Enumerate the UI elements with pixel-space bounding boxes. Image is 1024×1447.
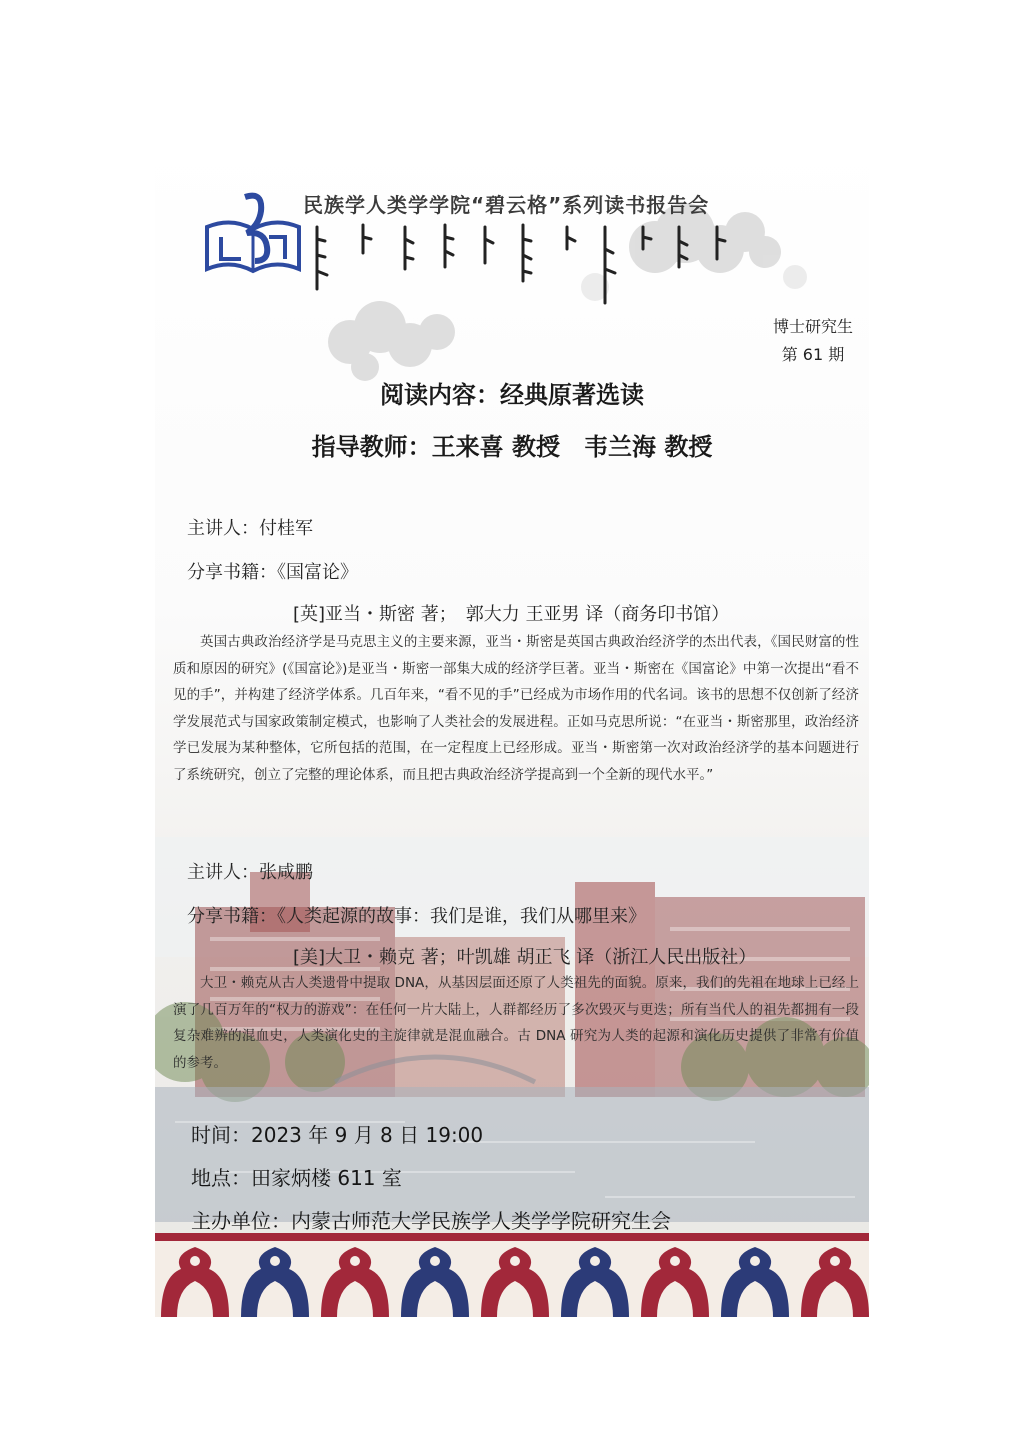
summary-1: 英国古典政治经济学是马克思主义的主要来源，亚当・斯密是英国古典政治经济学的杰出代表，《国民财富的性质和原因的研究》(《国富论》)是亚当・斯密一部集大成的经济学巨著。亚当・斯密在《国富论》中第一次提出“看不见的手”，并构建了经济学体系。几百年来，“看不见的手”已经成为市场作用的代名词。该书的思想不仅创新了经济学发展范式与国家政策制定模式，也影响了人类社会的发展进程。正如马克思所说：“在亚当・斯密那里，政治经济学已发展为某种整体，它所包括的范围，在一定程度上已经形成。亚当・斯密第一次对政治经济学的基本问题进行了系统研究，创立了完整的理论体系，而且把古典政治经济学提高到一个全新的现代水平。”: [173, 634, 859, 783]
book-1: 分享书籍：《国富论》: [187, 562, 358, 583]
citation-2: [美]大卫・赖克 著；叶凯雄 胡正飞 译（浙江人民出版社）: [293, 947, 757, 968]
reading-content: 阅读内容：经典原著选读: [380, 381, 644, 409]
advisors: 指导教师：王来喜 教授 韦兰海 教授: [311, 433, 713, 461]
issue-number: 第 61 期: [781, 345, 845, 364]
book-2: 分享书籍：《人类起源的故事：我们是谁，我们从哪里来》: [187, 906, 646, 927]
mongolian-script-decoration: [305, 219, 735, 309]
speaker-2: 主讲人：张咸鹏: [187, 862, 313, 883]
citation-1: [英]亚当・斯密 著； 郭大力 王亚男 译（商务印书馆）: [293, 604, 730, 625]
event-place: 地点：田家炳楼 611 室: [191, 1166, 402, 1190]
book-logo-icon: [203, 187, 303, 287]
series-title: 民族学人类学学院“碧云格”系列读书报告会: [303, 193, 710, 217]
ornamental-border: [155, 1217, 869, 1317]
summary-2: 大卫・赖克从古人类遗骨中提取 DNA，从基因层面还原了人类祖先的面貌。原来，我们的先祖在地球上已经上演了几百万年的“权力的游戏”：在任何一片大陆上，人群都经历了多次毁灭与更迭；所有当代人的祖先都拥有一段复杂难辨的混血史，人类演化史的主旋律就是混血融合。古 DNA 研究为人类的起源和演化历史提供了非常有价值的参考。: [173, 975, 859, 1071]
speaker-1: 主讲人：付桂军: [187, 518, 313, 539]
poster: [155, 137, 869, 1317]
organizer: 主办单位：内蒙古师范大学民族学人类学学院研究生会: [191, 1209, 671, 1233]
event-time: 时间：2023 年 9 月 8 日 19:00: [191, 1123, 484, 1147]
lake: [155, 1087, 869, 1222]
degree-level: 博士研究生: [772, 317, 853, 336]
issue-info: [773, 313, 853, 369]
